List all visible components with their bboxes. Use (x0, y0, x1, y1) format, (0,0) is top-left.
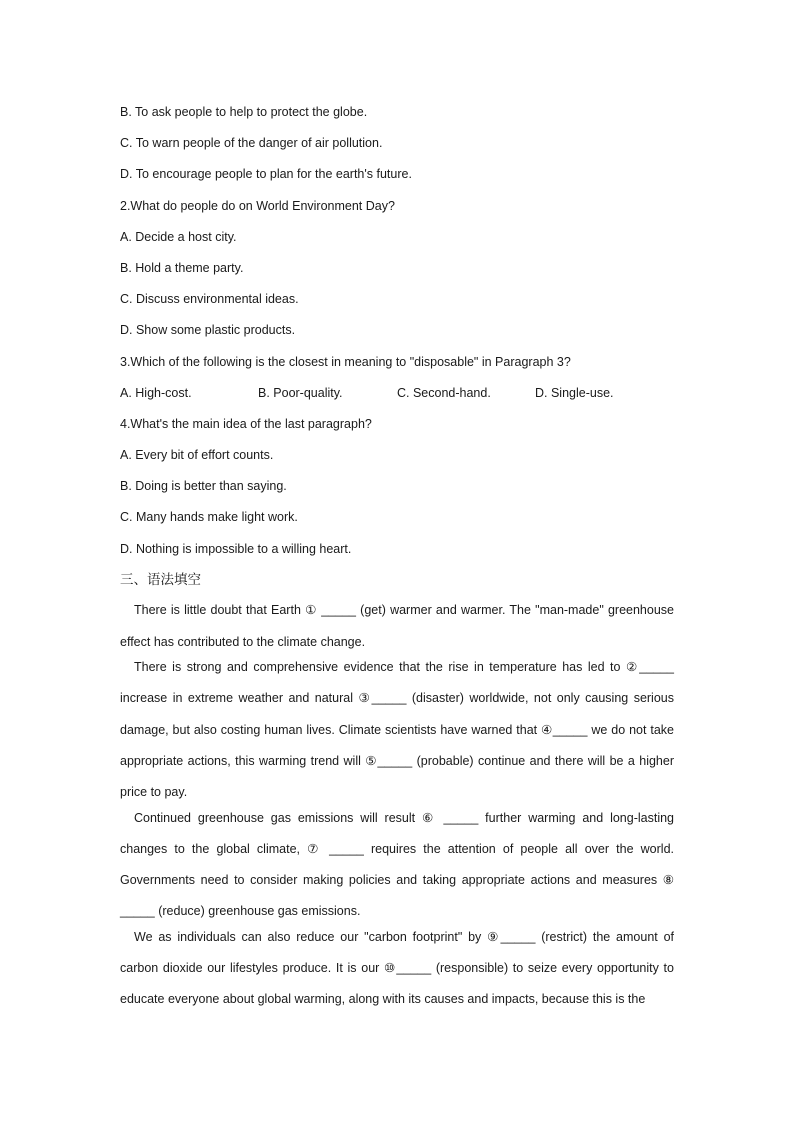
paragraph-1 (120, 595, 674, 657)
paragraph-2-text: There is strong and comprehensive evidence that the rise in temperature has led to ②_____ increase in extreme weather and natural ③_____ (disaster) worldwide, not only causing serious damage, but also costing human lives. Climate scientists have warned that ④_____ we do not take appropriate actions, this warming trend will ⑤_____ (probable) continue and there will be a higher price to pay. (120, 660, 674, 800)
paragraph-2 (120, 652, 674, 808)
q1-option-b: B. To ask people to help to protect the globe. (120, 105, 368, 119)
q2-option-b: B. Hold a theme party. (120, 260, 244, 275)
paragraph-4-text: We as individuals can also reduce our "carbon footprint" by ⑨_____ (restrict) the amount of carbon dioxide our lifestyles produce. It is our ⑩_____ (responsible) to seize every opportunity to educate everyone about global warming, along with its causes and impacts, because this is the (120, 929, 674, 1007)
q3-option-d: D. Single-use. (535, 385, 614, 400)
q2-stem: 2.What do people do on World Environment Day? (120, 198, 395, 213)
paragraph-3-text: Continued greenhouse gas emissions will result ⑥ _____ further warming and long-lasting changes to the global climate, ⑦ _____ requires the attention of people all over the world. Governments need to consider making policies and taking appropriate actions and measures ⑧ _____ (reduce) greenhouse gas emissions. (120, 810, 674, 919)
q1-option-d: D. To encourage people to plan for the earth's future. (120, 167, 412, 182)
q4-option-d: D. Nothing is impossible to a willing heart. (120, 541, 352, 556)
q3-option-c: C. Second-hand. (397, 385, 491, 400)
paragraph-4 (120, 922, 674, 1016)
q4-option-a: A. Every bit of effort counts. (120, 448, 274, 463)
q4-option-b: B. Doing is better than saying. (120, 479, 287, 494)
q3-option-b: B. Poor-quality. (258, 385, 343, 400)
q1-option-c: C. To warn people of the danger of air pollution. (120, 136, 383, 151)
q3-option-a: A. High-cost. (120, 385, 192, 400)
q2-option-c: C. Discuss environmental ideas. (120, 292, 299, 307)
section-title: 三、语法填空 (120, 571, 201, 588)
q4-stem: 4.What's the main idea of the last paragraph? (120, 416, 372, 431)
q2-option-d: D. Show some plastic products. (120, 323, 296, 338)
q3-stem: 3.Which of the following is the closest in meaning to "disposable" in Paragraph 3? (120, 354, 571, 369)
q4-option-c: C. Many hands make light work. (120, 510, 298, 525)
q2-option-a: A. Decide a host city. (120, 229, 237, 244)
paragraph-3 (120, 803, 674, 928)
q3-options (120, 383, 674, 414)
paragraph-1-text: There is little doubt that Earth ① _____ (get) warmer and warmer. The "man-made" greenhouse effect has contributed to the climate change. (120, 603, 674, 649)
